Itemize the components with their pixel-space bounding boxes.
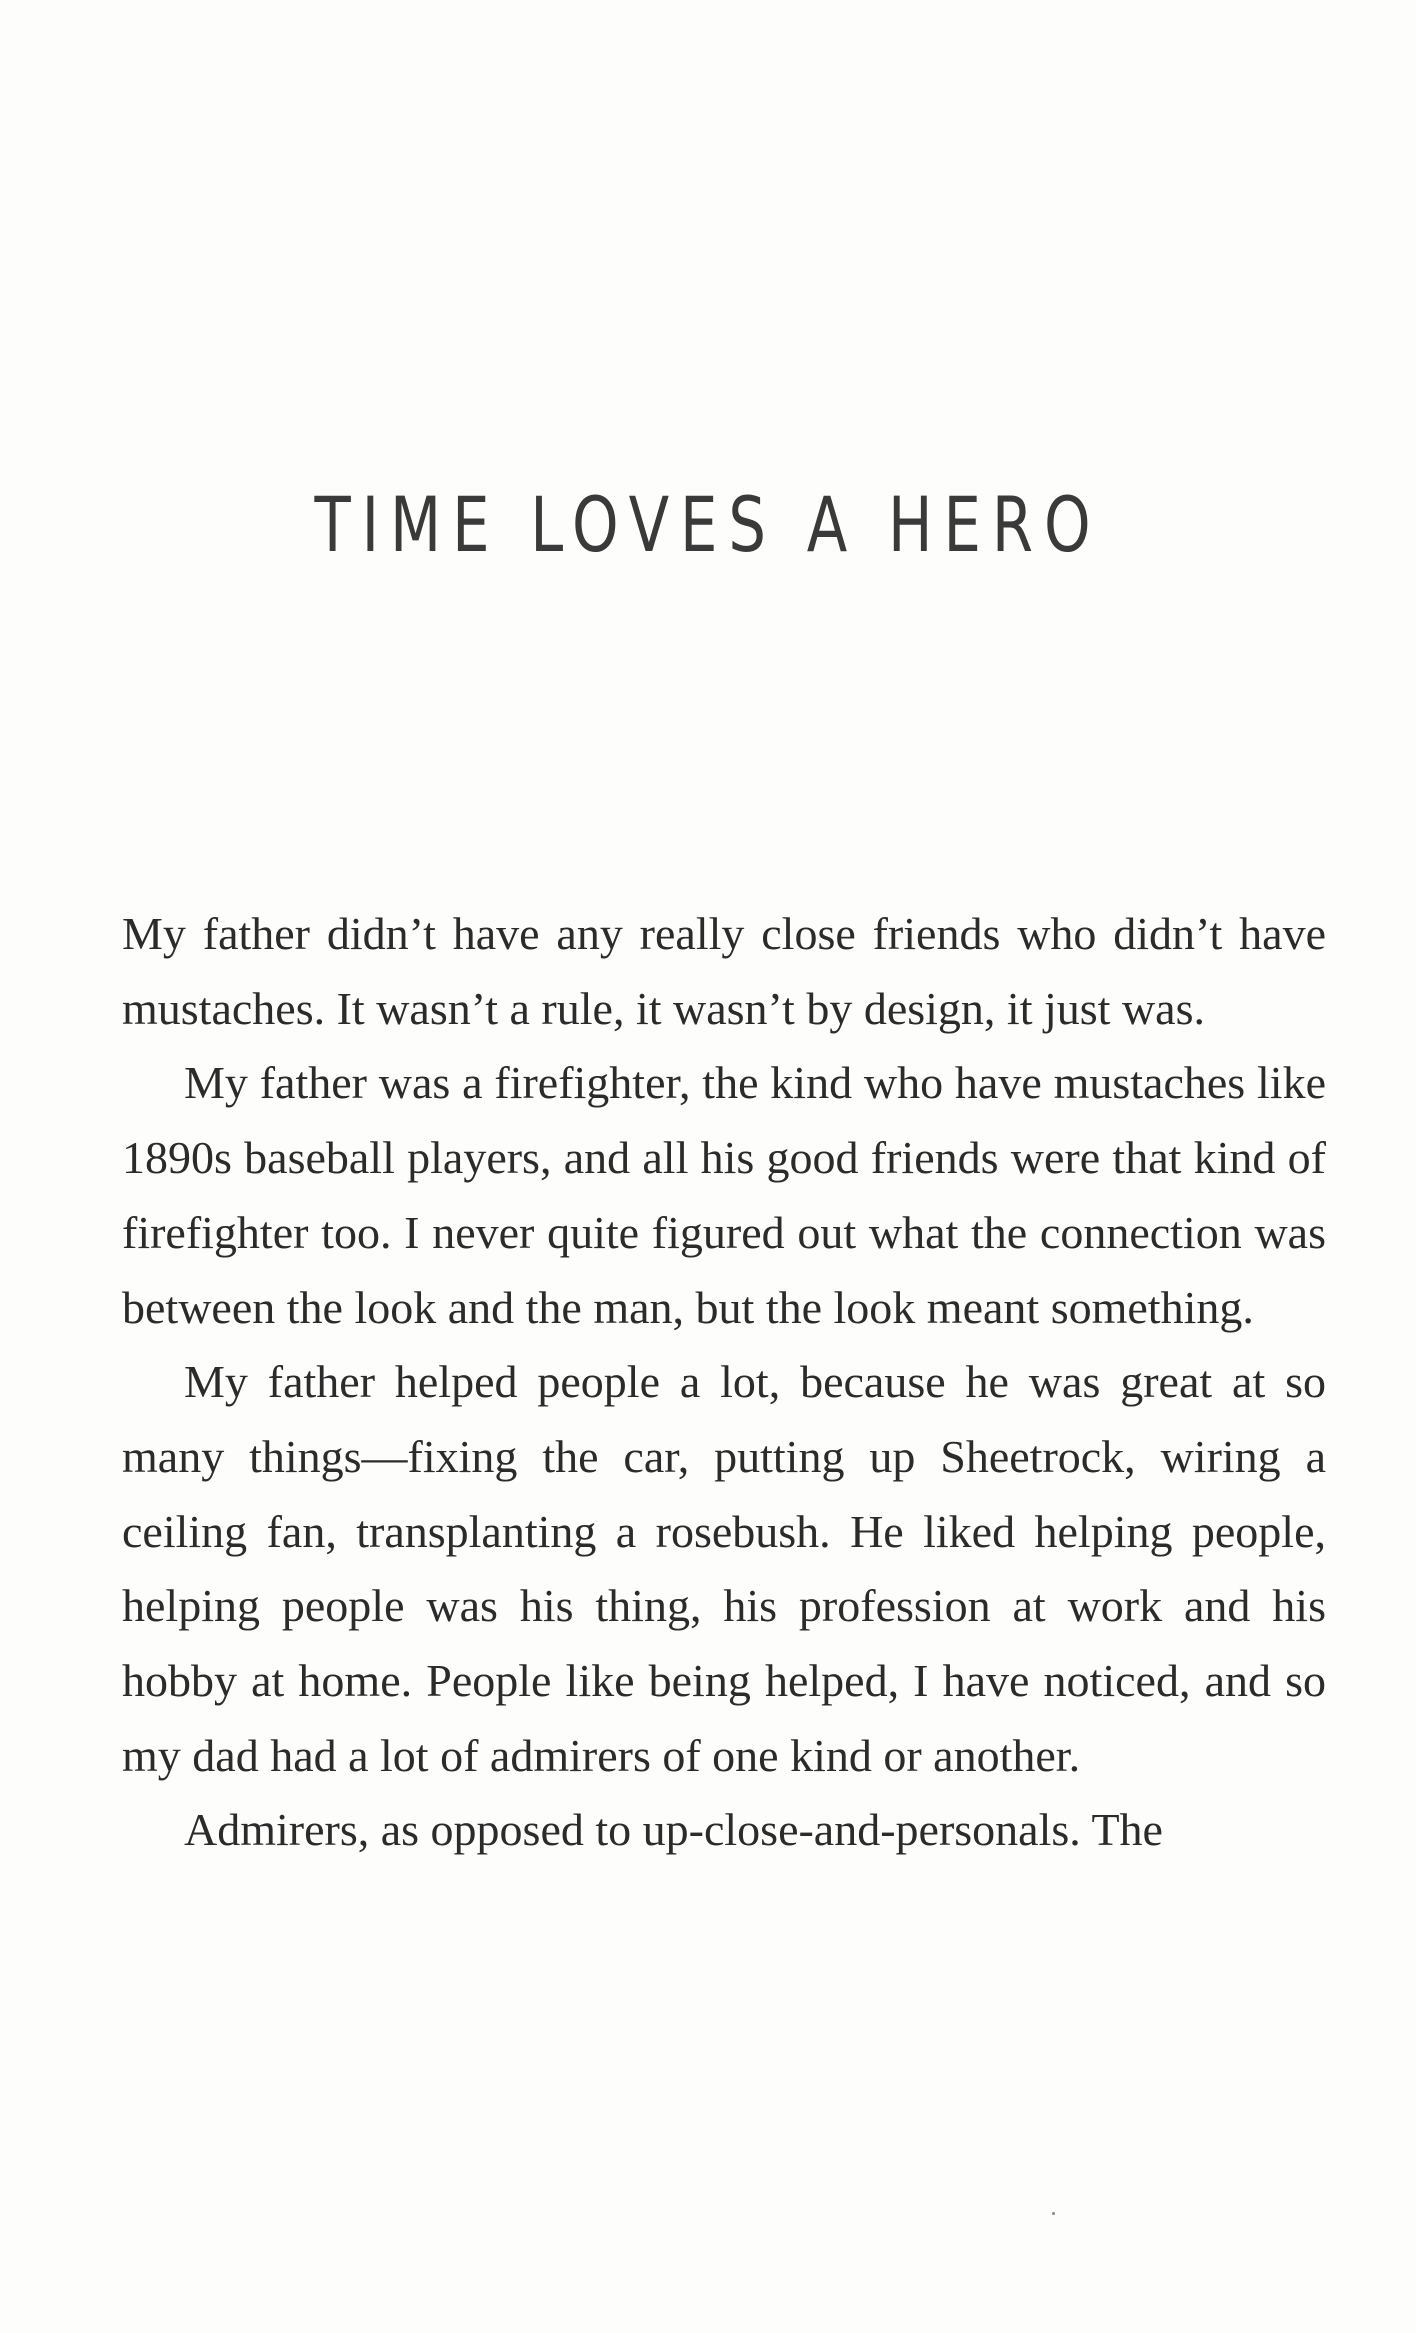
print-speck — [1052, 2212, 1055, 2215]
paragraph-4: Admirers, as opposed to up-close-and-personals. The — [184, 1804, 1163, 1856]
paragraph-1: My father didn’t have any really close friends who didn’t have mustaches. It wasn’t a rule, it wasn’t by design, it just was. — [122, 908, 1326, 1034]
paragraph-3: My father helped people a lot, because he was great at so many things—fixing the car, putting up Sheetrock, wiring a ceiling fan, transplanting a rosebush. He liked helping people, helping people was his thing, his profession at work and his hobby at home. People like being helped, I have noticed, and so my dad had a lot of admirers of one kind or another. — [122, 1356, 1326, 1781]
paragraph-2: My father was a firefighter, the kind who have mustaches like 1890s baseball players, and all his good friends were that kind of firefighter too. I never quite figured out what the connection was between the look and the man, but the look meant something. — [122, 1057, 1326, 1333]
chapter-title: TIME LOVES A HERO — [314, 480, 1102, 569]
body-text — [122, 897, 1326, 1868]
